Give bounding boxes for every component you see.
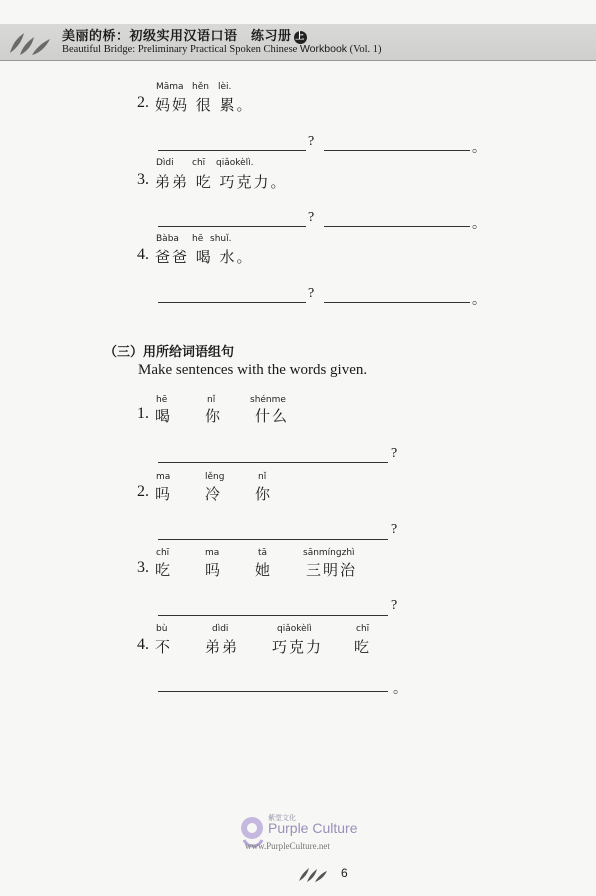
answer-line[interactable] — [324, 302, 470, 303]
word: 吗 — [155, 485, 173, 503]
pinyin: Bàba — [156, 234, 179, 244]
pinyin: lěng — [205, 472, 225, 482]
pinyin: nǐ — [207, 395, 216, 405]
sentence-hanzi: 妈妈 很 累。 — [155, 96, 254, 114]
question-mark: ? — [308, 210, 315, 225]
item-number: 2. — [137, 94, 149, 111]
pinyin: Māma — [156, 82, 184, 92]
answer-line[interactable] — [158, 615, 388, 616]
pinyin: qiǎokèlì. — [216, 158, 254, 168]
section-instruction: Make sentences with the words given. — [138, 362, 368, 378]
pinyin: ma — [156, 472, 171, 482]
word: 吗 — [205, 561, 223, 579]
period-mark: 。 — [472, 217, 486, 232]
item-number: 4. — [137, 636, 149, 653]
pinyin: nǐ — [258, 472, 267, 482]
period-mark: 。 — [472, 141, 486, 156]
word: 吃 — [155, 561, 173, 579]
section-title: （三）用所给词语组句 — [104, 345, 235, 360]
pinyin: qiǎokèlì — [277, 624, 312, 634]
question-mark: ? — [391, 522, 398, 537]
pinyin: shénme — [250, 395, 286, 405]
pinyin: shuǐ. — [210, 234, 232, 244]
pinyin: sānmíngzhì — [303, 548, 355, 558]
item-number: 3. — [137, 171, 149, 188]
answer-line[interactable] — [158, 462, 388, 463]
word: 她 — [255, 561, 273, 579]
question-mark: ? — [391, 598, 398, 613]
pinyin: hěn — [192, 82, 209, 92]
word: 吃 — [354, 638, 372, 656]
header-title-cn: 美丽的桥：初级实用汉语口语 练习册 上 — [62, 29, 305, 44]
pinyin: chī — [192, 158, 206, 168]
pinyin: hē — [156, 395, 168, 405]
watermark-cn: 紫堂文化 — [268, 814, 296, 822]
pinyin: lèi. — [218, 82, 232, 92]
answer-line[interactable] — [158, 302, 306, 303]
pinyin: tā — [258, 548, 268, 558]
pinyin: dìdi — [212, 624, 229, 634]
watermark-name: Purple Culture — [268, 820, 358, 836]
question-mark: ? — [308, 134, 315, 149]
answer-line[interactable] — [158, 691, 388, 692]
page-number: 6 — [341, 866, 348, 880]
pinyin: ma — [205, 548, 220, 558]
item-number: 4. — [137, 246, 149, 263]
watermark-url: www.PurpleCulture.net — [245, 841, 330, 851]
volume-badge: 上 — [295, 32, 305, 42]
word: 三明治 — [306, 561, 358, 579]
sentence-hanzi: 弟弟 吃 巧克力。 — [155, 173, 288, 191]
question-mark: ? — [308, 286, 315, 301]
word: 弟弟 — [205, 638, 240, 656]
period-mark: 。 — [393, 682, 407, 697]
leaf-logo-icon — [4, 29, 58, 57]
word: 你 — [205, 407, 223, 425]
page-header — [0, 24, 596, 61]
pinyin: chī — [156, 548, 170, 558]
item-number: 1. — [137, 405, 149, 422]
word: 冷 — [205, 485, 223, 503]
item-number: 2. — [137, 483, 149, 500]
answer-line[interactable] — [158, 539, 388, 540]
pinyin: Dìdi — [156, 158, 174, 168]
sentence-hanzi: 爸爸 喝 水。 — [155, 248, 254, 266]
question-mark: ? — [391, 446, 398, 461]
period-mark: 。 — [472, 293, 486, 308]
answer-line[interactable] — [324, 226, 470, 227]
leaf-footer-icon — [296, 865, 328, 883]
pinyin: bù — [156, 624, 168, 634]
word: 你 — [255, 485, 273, 503]
word: 喝 — [155, 407, 173, 425]
item-number: 3. — [137, 559, 149, 576]
word: 不 — [155, 638, 173, 656]
answer-line[interactable] — [158, 150, 306, 151]
answer-line[interactable] — [324, 150, 470, 151]
answer-line[interactable] — [158, 226, 306, 227]
pinyin: chī — [356, 624, 370, 634]
word: 巧克力 — [272, 638, 324, 656]
pinyin: hē — [192, 234, 204, 244]
header-title-en: Beautiful Bridge: Preliminary Practical Spoken Chinese Workbook (Vol. 1) — [62, 43, 382, 55]
word: 什么 — [255, 407, 290, 425]
